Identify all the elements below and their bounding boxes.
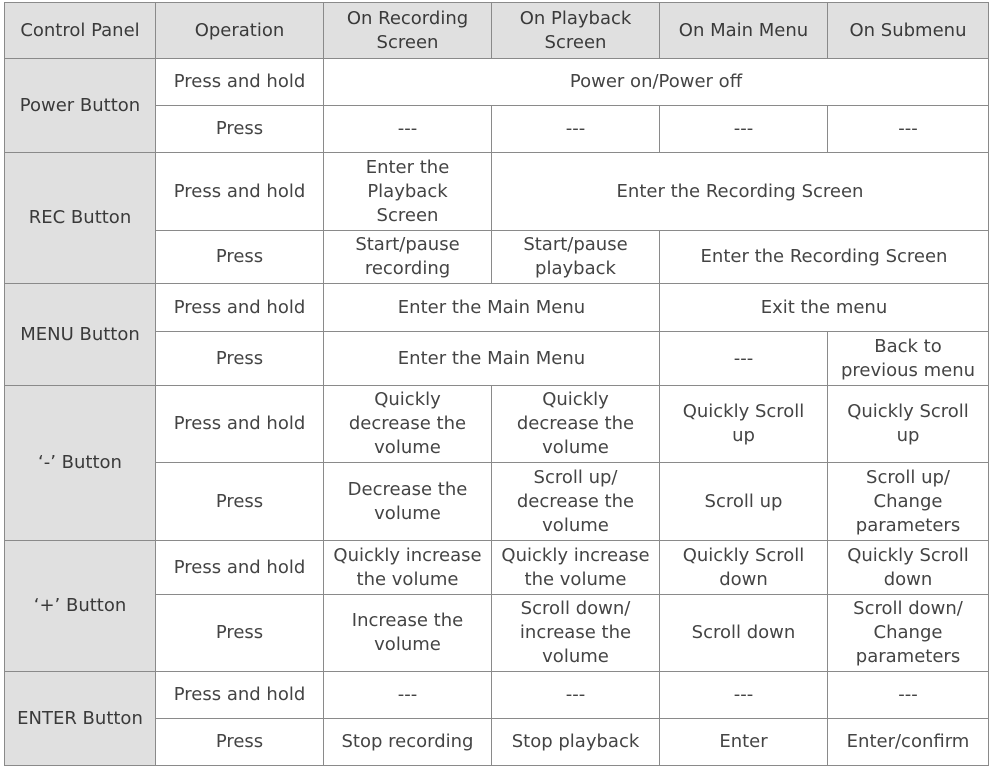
- rec-button-label: REC Button: [5, 153, 156, 284]
- table-cell: Enter the Recording Screen: [660, 231, 989, 284]
- plus-button-label: ‘+’ Button: [5, 541, 156, 672]
- table-row: [5, 386, 989, 463]
- table-cell: Quickly increase the volume: [324, 541, 492, 595]
- table-cell: ---: [492, 672, 660, 719]
- table-cell: Quickly decrease the volume: [492, 386, 660, 463]
- header-main-menu: On Main Menu: [660, 3, 828, 59]
- operation-cell: Press: [156, 231, 324, 284]
- table-cell: Stop playback: [492, 719, 660, 766]
- table-cell: Enter the Main Menu: [324, 332, 660, 386]
- table-cell: Increase the volume: [324, 595, 492, 672]
- control-panel-table: [4, 2, 989, 766]
- operation-cell: Press and hold: [156, 541, 324, 595]
- table-cell: Scroll down/ Change parameters: [828, 595, 989, 672]
- table-cell: Enter: [660, 719, 828, 766]
- table-cell: Exit the menu: [660, 284, 989, 332]
- table-cell: Quickly Scroll down: [828, 541, 989, 595]
- operation-cell: Press and hold: [156, 153, 324, 231]
- table-cell: Scroll down: [660, 595, 828, 672]
- table-row: [5, 153, 989, 231]
- header-submenu: On Submenu: [828, 3, 989, 59]
- menu-button-label: MENU Button: [5, 284, 156, 386]
- operation-cell: Press and hold: [156, 284, 324, 332]
- table-row: [5, 672, 989, 719]
- operation-cell: Press: [156, 719, 324, 766]
- table-cell: Stop recording: [324, 719, 492, 766]
- table-cell: Start/pause playback: [492, 231, 660, 284]
- table-cell: Enter the Main Menu: [324, 284, 660, 332]
- table-cell: ---: [828, 672, 989, 719]
- operation-cell: Press: [156, 332, 324, 386]
- header-control-panel: Control Panel: [5, 3, 156, 59]
- header-row: [5, 3, 989, 59]
- operation-cell: Press and hold: [156, 672, 324, 719]
- table-cell: Quickly Scroll up: [828, 386, 989, 463]
- table-cell: Enter the Recording Screen: [492, 153, 989, 231]
- operation-cell: Press: [156, 463, 324, 541]
- table-cell: Decrease the volume: [324, 463, 492, 541]
- table-cell: ---: [324, 106, 492, 153]
- table-cell: Scroll up/ Change parameters: [828, 463, 989, 541]
- table-cell: Power on/Power off: [324, 59, 989, 106]
- table-row: [5, 59, 989, 106]
- table-cell: ---: [660, 672, 828, 719]
- operation-cell: Press: [156, 595, 324, 672]
- header-operation: Operation: [156, 3, 324, 59]
- table-cell: Enter/confirm: [828, 719, 989, 766]
- operation-cell: Press and hold: [156, 59, 324, 106]
- table-cell: Enter the Playback Screen: [324, 153, 492, 231]
- enter-button-label: ENTER Button: [5, 672, 156, 766]
- power-button-label: Power Button: [5, 59, 156, 153]
- table-cell: ---: [492, 106, 660, 153]
- table-cell: ---: [324, 672, 492, 719]
- table-cell: ---: [660, 332, 828, 386]
- table-cell: Start/pause recording: [324, 231, 492, 284]
- table-cell: Quickly increase the volume: [492, 541, 660, 595]
- operation-cell: Press: [156, 106, 324, 153]
- table-cell: Scroll down/ increase the volume: [492, 595, 660, 672]
- header-recording-screen: On Recording Screen: [324, 3, 492, 59]
- table-row: [5, 541, 989, 595]
- table-cell: Quickly Scroll up: [660, 386, 828, 463]
- table-cell: Scroll up/ decrease the volume: [492, 463, 660, 541]
- header-playback-screen: On Playback Screen: [492, 3, 660, 59]
- table-cell: Quickly decrease the volume: [324, 386, 492, 463]
- table-row: [5, 284, 989, 332]
- table-cell: Back to previous menu: [828, 332, 989, 386]
- table-cell: ---: [660, 106, 828, 153]
- table-cell: Quickly Scroll down: [660, 541, 828, 595]
- minus-button-label: ‘-’ Button: [5, 386, 156, 541]
- table-cell: Scroll up: [660, 463, 828, 541]
- table-cell: ---: [828, 106, 989, 153]
- operation-cell: Press and hold: [156, 386, 324, 463]
